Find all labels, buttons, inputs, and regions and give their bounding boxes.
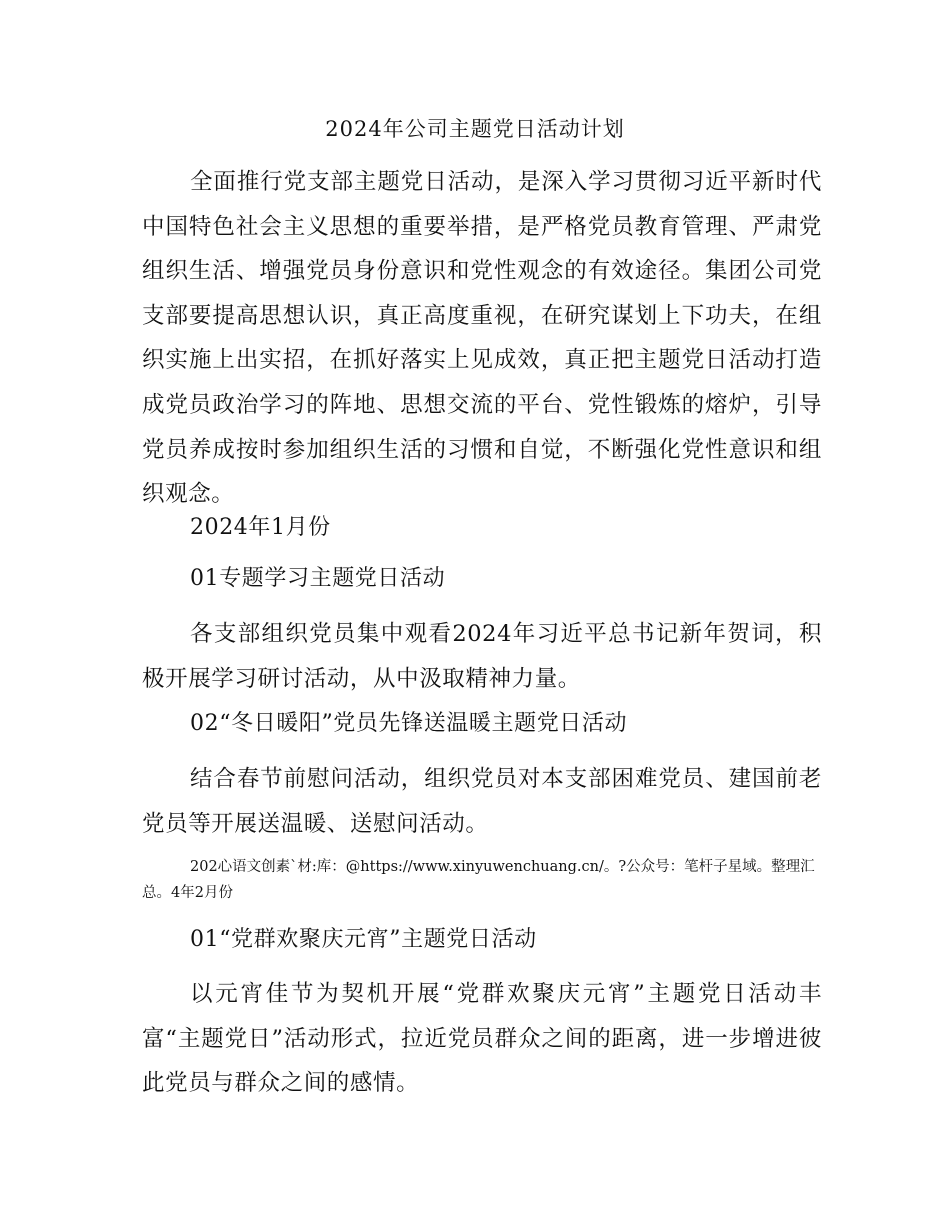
month-heading-january: 2024年1月份: [190, 515, 331, 540]
january-item-2-heading: 02“冬日暖阳”党员先锋送温暖主题党日活动: [190, 711, 628, 736]
document-title: 2024年公司主题党日活动计划: [325, 117, 625, 141]
january-item-2-body: 结合春节前慰问活动，组织党员对本支部困难党员、建国前老党员等开展送温暖、送慰问活动。: [142, 766, 822, 837]
february-item-1-heading: 01“党群欢聚庆元宵”主题党日活动: [190, 927, 537, 952]
january-item-1-body: 各支部组织党员集中观看2024年习近平总书记新年贺词，积极开展学习研讨活动，从中汲取精神力量。: [142, 621, 822, 692]
intro-paragraph: 全面推行党支部主题党日活动，是深入学习贯彻习近平新时代中国特色社会主义思想的重要举措，是严格党员教育管理、严肃党组织生活、增强党员身份意识和党性观念的有效途径。集团公司党支部要提高思想认识，真正高度重视，在研究谋划上下功夫，在组织实施上出实招，在抓好落实上见成效，真正把主题党日活动打造成党员政治学习的阵地、思想交流的平台、党性锻炼的熔炉，引导党员养成按时参加组织生活的习惯和自觉，不断强化党性意识和组织观念。: [142, 169, 822, 508]
january-item-1-heading: 01专题学习主题党日活动: [190, 566, 446, 591]
february-item-1-body: 以元宵佳节为契机开展“党群欢聚庆元宵”主题党日活动丰富“主题党日”活动形式，拉近党员群众之间的距离，进一步增进彼此党员与群众之间的感情。: [142, 981, 822, 1097]
source-watermark-line: 202心语文创素`材:库：@https://www.xinyuwenchuang.cn/。?公众号：笔杆子星域。整理汇总。4年2月份: [142, 859, 815, 901]
